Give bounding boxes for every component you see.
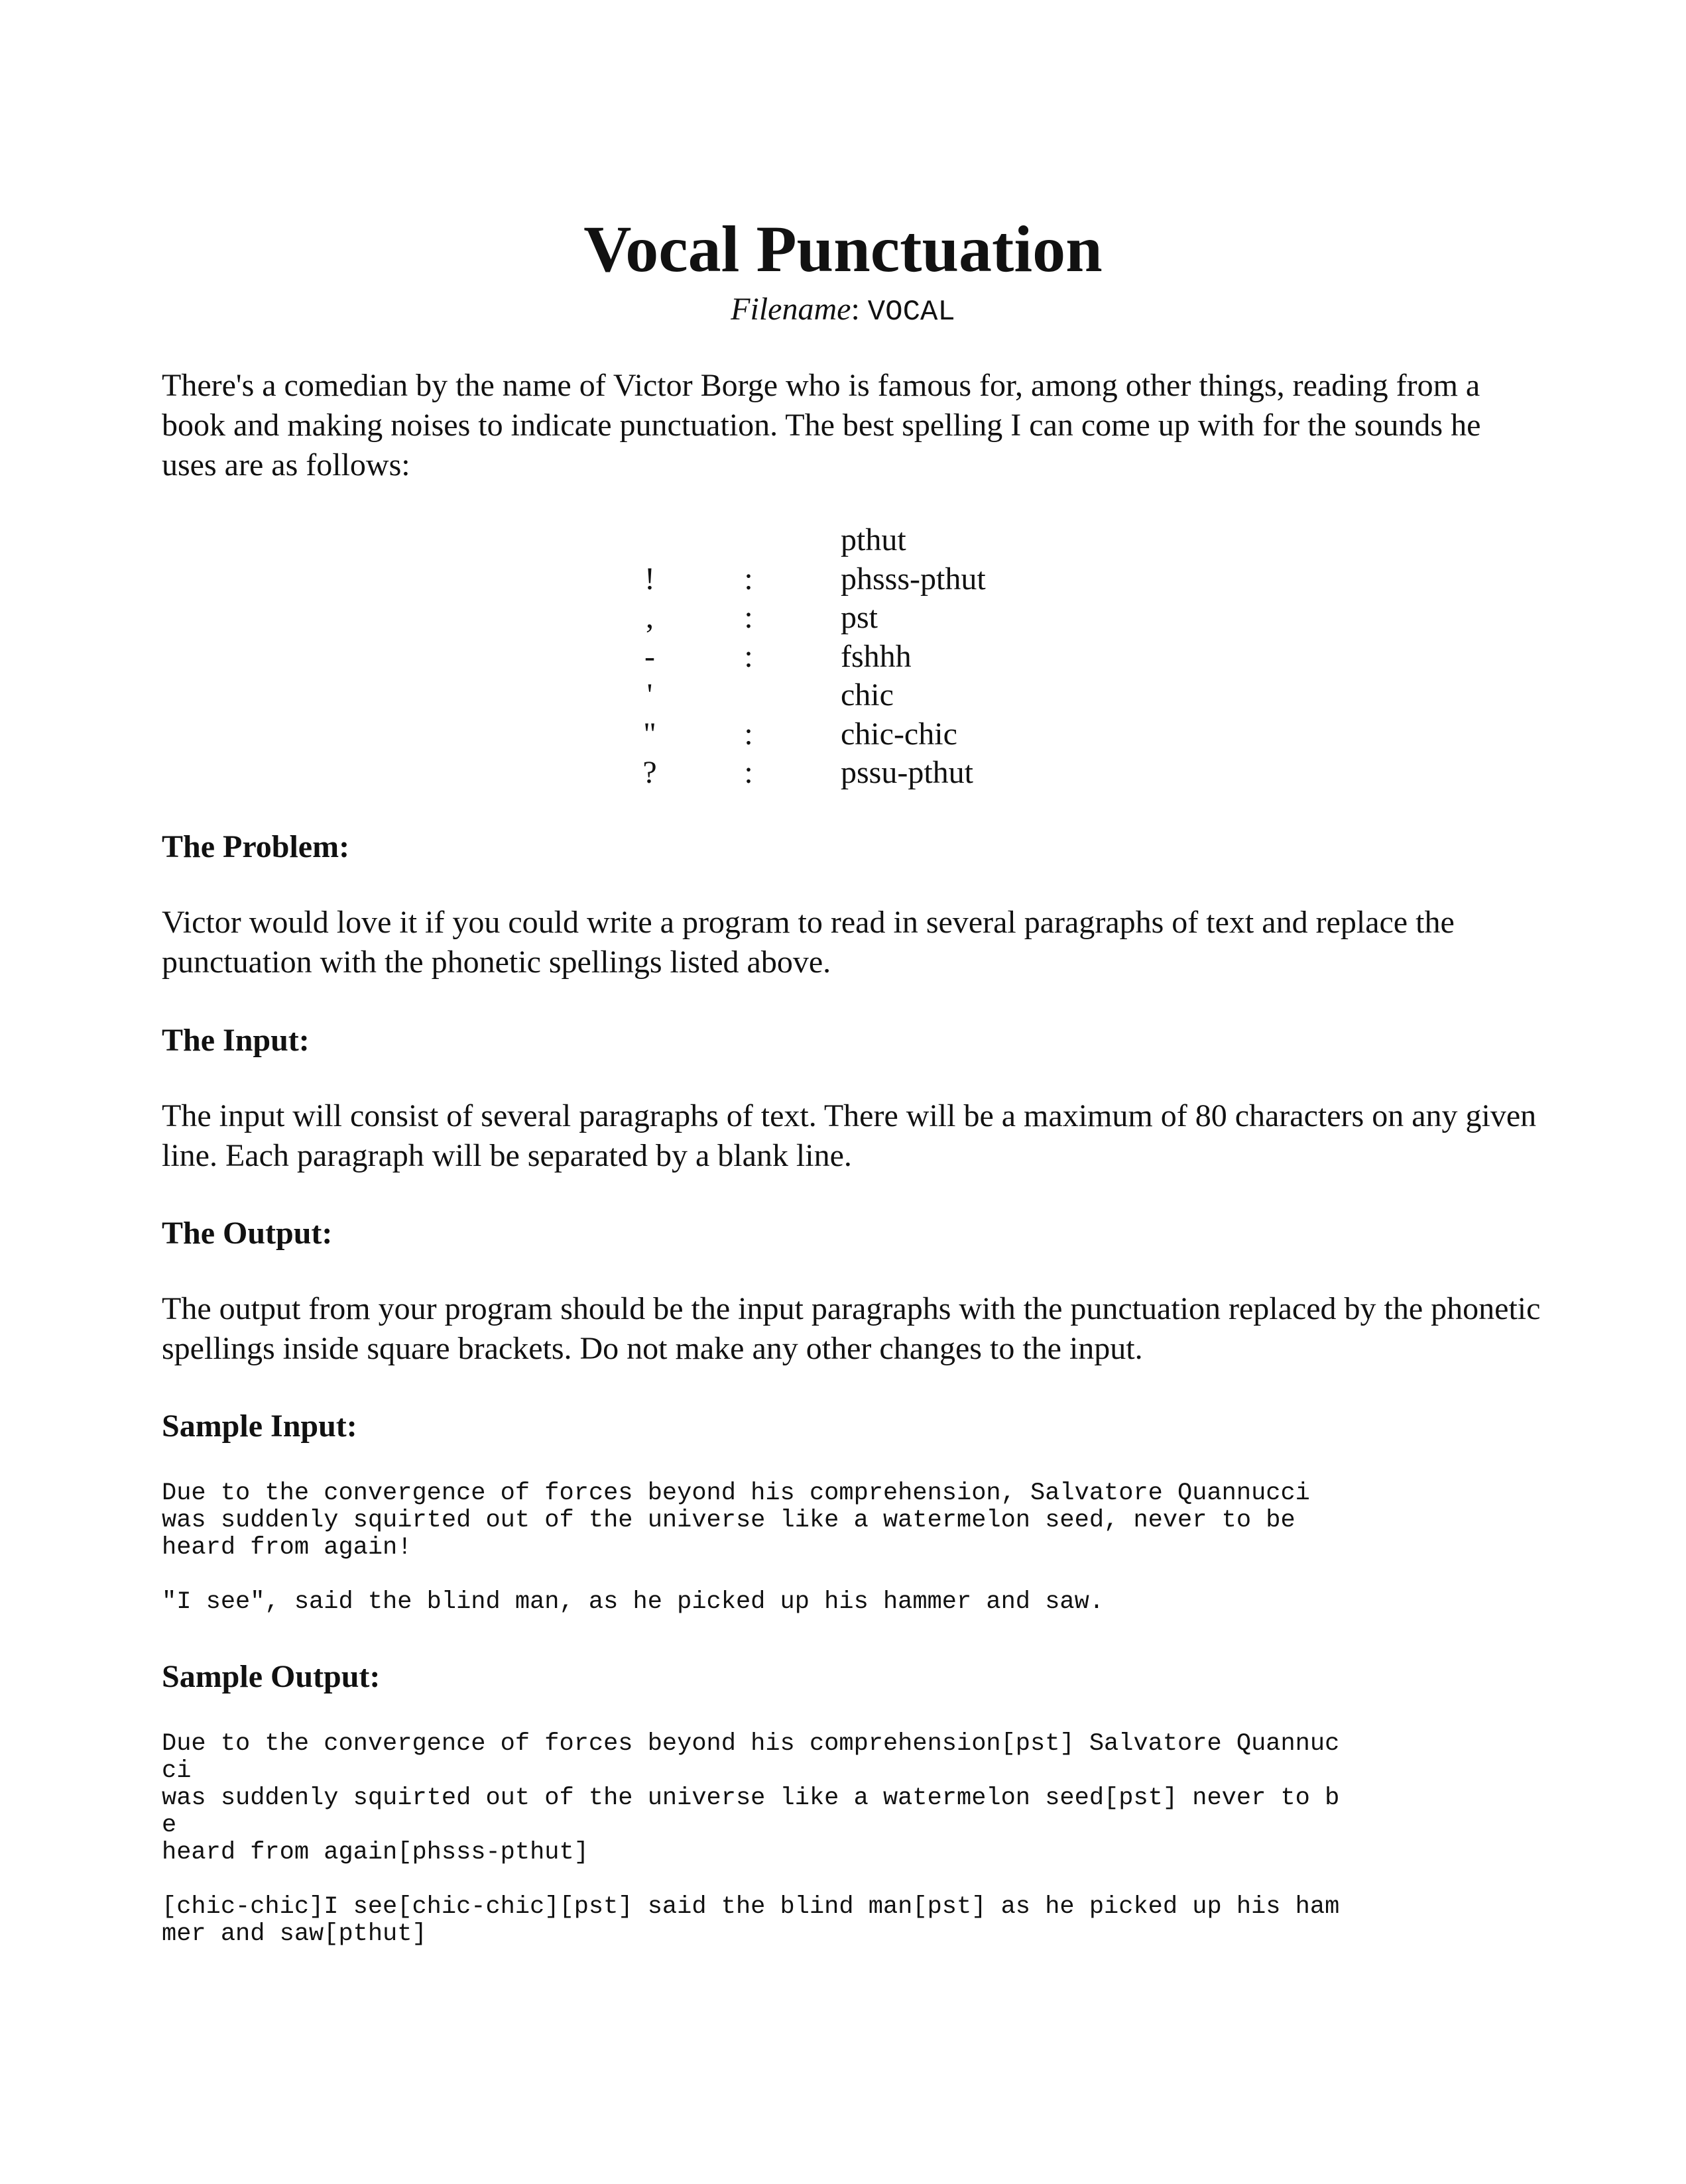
punctuation-sound: pssu-pthut [841, 755, 974, 790]
punctuation-symbol: , [646, 600, 654, 635]
filename-colon: : [851, 292, 868, 327]
punctuation-colon: : [744, 638, 753, 674]
sample-input-heading: Sample Input: [162, 1408, 357, 1444]
punctuation-sound: pst [841, 600, 878, 635]
input-heading: The Input: [162, 1023, 310, 1058]
intro-paragraph: There's a comedian by the name of Victor Borge who is famous for, among other things, reading from a book and making noises to indicate punctuation. The best spelling I can come up with for the sounds he uses are as follows: [162, 368, 1481, 483]
sample-output-block: Due to the convergence of forces beyond his comprehension[pst] Salvatore Quannuc ci was suddenly squirted out of the universe like a watermelon seed[pst] never to b e heard from again[phsss-pthut] [chic-chic]I see[chic-chic][pst] said the blind man[pst] as he picked up his ham mer and saw[pthut] [162, 1730, 1340, 1948]
punctuation-symbol: ? [642, 755, 657, 790]
punctuation-colon: : [744, 561, 753, 597]
output-paragraph: The output from your program should be the input paragraphs with the punctuation replaced by the phonetic spellings inside square brackets. Do not make any other changes to the input. [162, 1291, 1541, 1366]
punctuation-colon: : [744, 755, 753, 790]
punctuation-sound: chic [841, 677, 894, 713]
punctuation-symbol: - [644, 638, 655, 674]
punctuation-colon: : [744, 716, 753, 752]
punctuation-colon: : [744, 600, 753, 635]
punctuation-sound: fshhh [841, 638, 912, 674]
punctuation-sound: phsss-pthut [841, 561, 986, 597]
output-heading: The Output: [162, 1216, 333, 1251]
punctuation-symbol: ! [644, 561, 655, 597]
filename-label: Filename [731, 292, 851, 327]
punctuation-symbol: ' [646, 677, 653, 713]
filename-value: VOCAL [867, 296, 955, 329]
problem-heading: The Problem: [162, 829, 350, 864]
punctuation-sound: pthut [841, 522, 906, 557]
sample-input-block: Due to the convergence of forces beyond his comprehension, Salvatore Quannucci was suddenly squirted out of the universe like a watermelon seed, never to be heard from again! "I see", said the blind man, as he picked up his hammer and saw. [162, 1479, 1310, 1616]
filename-line [0, 290, 1686, 330]
punctuation-symbol: " [643, 716, 656, 752]
problem-paragraph: Victor would love it if you could write a program to read in several paragraphs of text and replace the punctuation with the phonetic spellings listed above. [162, 905, 1455, 980]
input-paragraph: The input will consist of several paragraphs of text. There will be a maximum of 80 characters on any given line. Each paragraph will be separated by a blank line. [162, 1098, 1537, 1173]
punctuation-sound: chic-chic [841, 716, 957, 752]
sample-output-heading: Sample Output: [162, 1659, 381, 1694]
page-title: Vocal Punctuation [583, 212, 1103, 286]
